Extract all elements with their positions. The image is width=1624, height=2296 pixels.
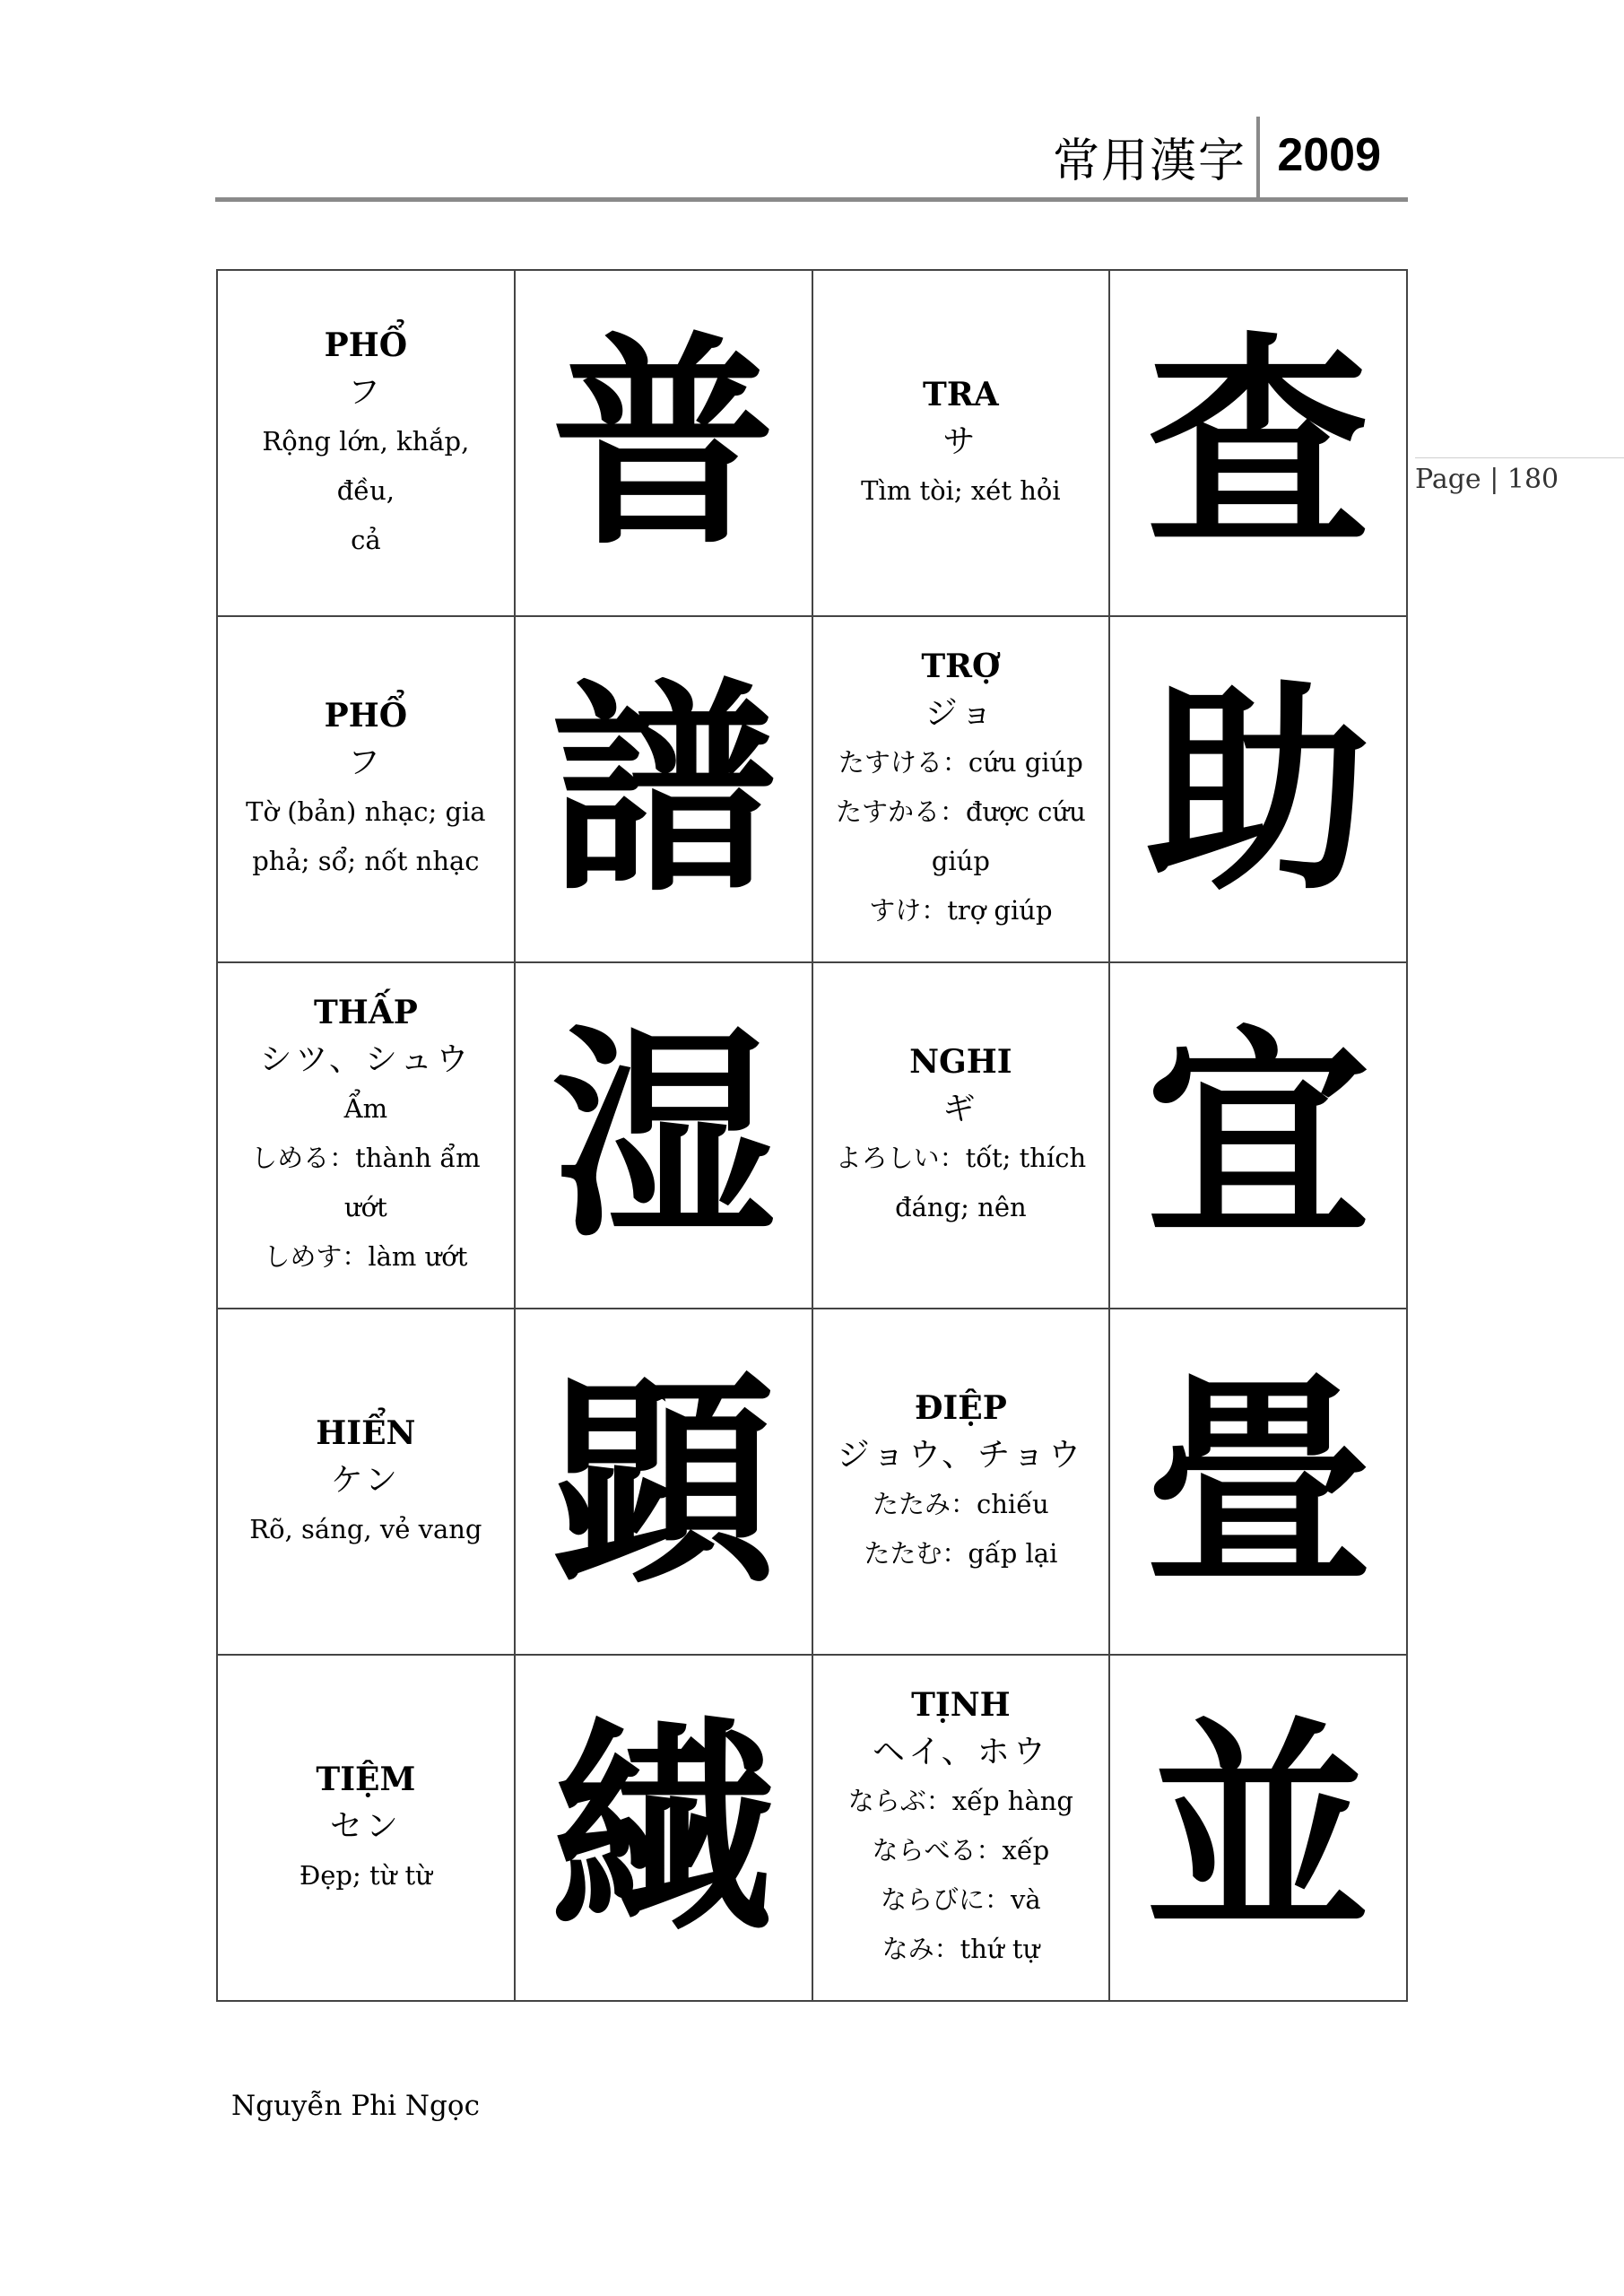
han-viet-name: PHỔ xyxy=(324,326,408,364)
meaning-line: なみ：thứ tự xyxy=(881,1934,1040,1964)
kanji-glyph-cell xyxy=(515,270,812,616)
kanji-info-cell xyxy=(812,270,1110,616)
on-reading: ジョ xyxy=(925,695,997,732)
on-reading: フ xyxy=(347,373,384,411)
kanji-info-cell xyxy=(812,962,1110,1309)
kanji-glyph-cell xyxy=(1109,270,1407,616)
kanji-info-cell xyxy=(217,962,515,1309)
footer-author: Nguyễn Phi Ngọc xyxy=(231,2090,480,2122)
kanji-glyph: 繊 xyxy=(551,1696,776,1960)
kanji-info-cell xyxy=(812,1655,1110,2001)
kanji-glyph: 譜 xyxy=(551,657,776,921)
meaning-line: Tờ (bản) nhạc; gia xyxy=(246,796,486,827)
kanji-glyph: 普 xyxy=(551,311,776,575)
meaning-line: しめる：thành ẩm ướt xyxy=(251,1143,481,1222)
kanji-glyph-cell xyxy=(515,1309,812,1655)
han-viet-name: HIỂN xyxy=(316,1413,416,1452)
on-reading: ケン xyxy=(330,1461,401,1499)
kanji-info-cell xyxy=(812,1309,1110,1655)
header-rule xyxy=(215,197,1408,202)
page-header xyxy=(215,112,1408,202)
kanji-glyph-cell xyxy=(1109,1309,1407,1655)
meaning-line: Đẹp; từ từ xyxy=(299,1859,432,1891)
kanji-info xyxy=(813,1385,1109,1578)
meaning-line: しめす：làm ướt xyxy=(264,1241,468,1272)
kanji-info xyxy=(218,1410,514,1554)
meaning-line: Ẩm xyxy=(343,1093,388,1124)
kanji-info-cell xyxy=(812,616,1110,962)
han-viet-name: ĐIỆP xyxy=(914,1389,1007,1427)
page-number-tab xyxy=(1415,457,1624,503)
meaning-line: Rộng lớn, khắp, đều, xyxy=(262,425,470,506)
meaning-line: すけ：trợ giúp xyxy=(869,895,1053,926)
kanji-glyph-cell xyxy=(1109,616,1407,962)
han-viet-name: THẤP xyxy=(313,994,418,1031)
kanji-glyph-cell xyxy=(515,962,812,1309)
kanji-info xyxy=(813,643,1109,935)
on-reading: サ xyxy=(942,422,979,460)
on-reading: ヘイ、ホウ xyxy=(872,1734,1049,1770)
kanji-glyph: 査 xyxy=(1146,311,1371,575)
kanji-info xyxy=(218,1756,514,1900)
table-row xyxy=(217,1655,1407,2001)
kanji-info xyxy=(813,371,1109,516)
kanji-glyph: 並 xyxy=(1146,1696,1371,1960)
kanji-info-cell xyxy=(217,270,515,616)
kanji-glyph: 宜 xyxy=(1146,1004,1371,1267)
kanji-glyph-cell xyxy=(515,1655,812,2001)
meaning-line: phả; sổ; nốt nhạc xyxy=(252,846,480,876)
meaning-line: たたみ：chiếu xyxy=(873,1489,1049,1519)
meaning-line: たたむ：gấp lại xyxy=(864,1538,1058,1569)
kanji-glyph-cell xyxy=(515,616,812,962)
kanji-info xyxy=(218,692,514,886)
kanji-info xyxy=(218,989,514,1282)
kanji-glyph: 助 xyxy=(1146,657,1371,921)
kanji-glyph-cell xyxy=(1109,962,1407,1309)
on-reading: セン xyxy=(329,1807,402,1845)
meaning-line: ならびに：và xyxy=(881,1884,1041,1915)
kanji-glyph: 畳 xyxy=(1146,1350,1371,1613)
meaning-line: ならべる：xếp xyxy=(872,1835,1050,1866)
meaning-line: Rõ, sáng, vẻ vang xyxy=(249,1513,482,1544)
meaning-line: たすかる：được cứu xyxy=(835,796,1086,827)
kanji-table xyxy=(216,269,1408,2002)
on-reading: ジョウ、チョウ xyxy=(837,1437,1085,1474)
kanji-info-cell xyxy=(217,1309,515,1655)
meaning-line: ならぶ：xếp hàng xyxy=(847,1786,1073,1816)
han-viet-name: TRA xyxy=(923,375,999,413)
han-viet-name: TIỆM xyxy=(316,1760,416,1798)
meaning-line: よろしい：tốt; thích xyxy=(835,1143,1087,1173)
header-year: 2009 xyxy=(1277,129,1381,181)
kanji-glyph: 湿 xyxy=(551,1004,776,1267)
kanji-info xyxy=(813,1682,1109,1974)
table-row xyxy=(217,616,1407,962)
kanji-glyph-cell xyxy=(1109,1655,1407,2001)
table-row xyxy=(217,962,1407,1309)
page-number: Page | 180 xyxy=(1415,464,1559,495)
meaning-line: たすける：cứu giúp xyxy=(838,747,1083,778)
kanji-glyph: 顕 xyxy=(551,1350,776,1613)
header-title: 常用漢字 xyxy=(1052,135,1246,188)
kanji-info xyxy=(218,322,514,565)
meaning-line: Tìm tòi; xét hỏi xyxy=(861,474,1061,506)
han-viet-name: NGHI xyxy=(909,1043,1012,1081)
kanji-info-cell xyxy=(217,1655,515,2001)
header-divider xyxy=(1256,117,1260,202)
kanji-info xyxy=(813,1039,1109,1232)
meaning-line: giúp xyxy=(931,846,990,876)
on-reading: シツ、シュウ xyxy=(259,1041,473,1078)
han-viet-name: TỊNH xyxy=(911,1686,1011,1724)
han-viet-name: PHỔ xyxy=(324,697,408,735)
meaning-line: đáng; nên xyxy=(895,1192,1027,1222)
meaning-line: cả xyxy=(351,524,381,555)
han-viet-name: TRỢ xyxy=(921,648,1001,685)
on-reading: フ xyxy=(347,744,384,781)
kanji-info-cell xyxy=(217,616,515,962)
on-reading: ギ xyxy=(942,1091,979,1127)
table-row xyxy=(217,1309,1407,1655)
table-row xyxy=(217,270,1407,616)
